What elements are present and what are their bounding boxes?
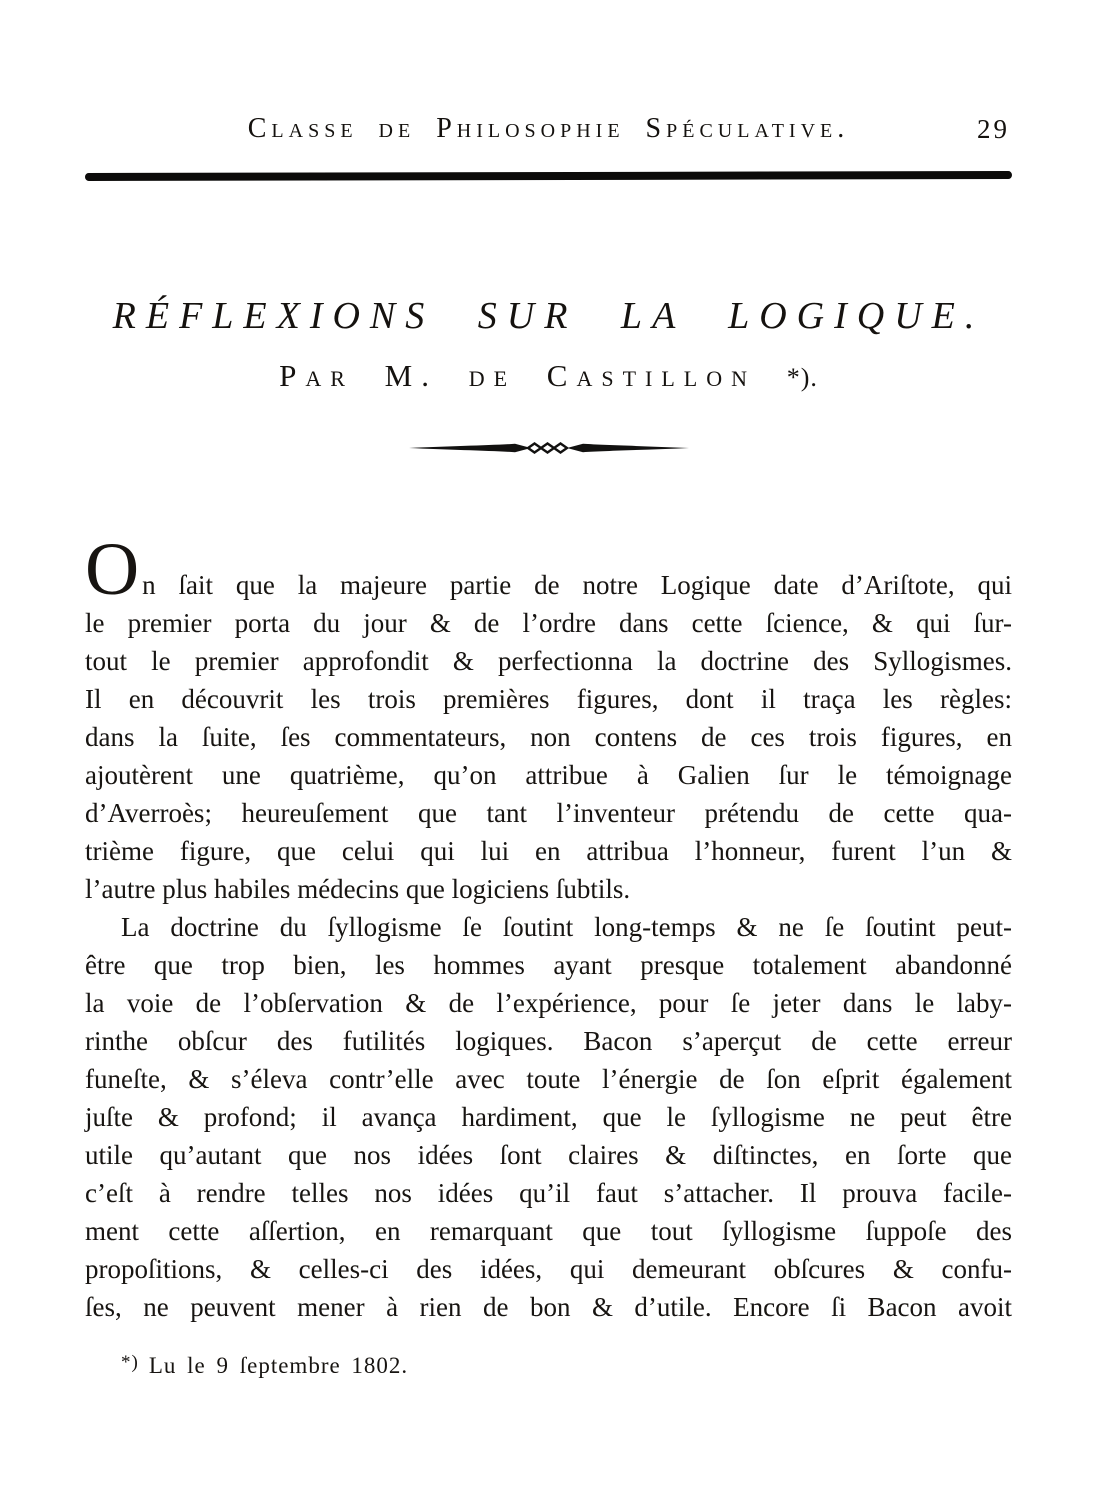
section-divider xyxy=(85,438,1012,458)
footnote-reference-mark: *). xyxy=(786,363,818,392)
article-body xyxy=(85,528,1012,1326)
text-line: c’eſt à rendre telles nos idées qu’il faut s’attacher. Il prouva facile- xyxy=(85,1178,1012,1208)
paragraph xyxy=(85,908,1012,1326)
text-line: utile qu’autant que nos idées ſont claires & diſtinctes, en ſorte que xyxy=(85,1140,1012,1170)
text-line: propoſitions, & celles-ci des idées, qui demeurant obſcures & confu- xyxy=(85,1254,1012,1284)
text-line: d’Averroès; heureuſement que tant l’inventeur prétendu de cette qua- xyxy=(85,798,1012,828)
byline xyxy=(85,356,1012,398)
article-title: RÉFLEXIONS SUR LA LOGIQUE. xyxy=(112,295,985,337)
text-line: la voie de l’obſervation & de l’expérience, pour ſe jeter dans le laby- xyxy=(85,988,1012,1018)
header-rule xyxy=(85,171,1012,181)
running-title: Classe de Philosophie Spéculative. xyxy=(247,113,850,144)
tapered-chain-ornament-icon xyxy=(409,438,689,458)
text-line: être que trop bien, les hommes ayant presque totalement abandonné xyxy=(85,950,1012,980)
text-line: Il en découvrit les trois premières figures, dont il traça les règles: xyxy=(85,684,1012,714)
paragraph xyxy=(85,528,1012,908)
byline-author: Par M. de Castillon xyxy=(279,358,756,393)
page-number: 29 xyxy=(977,114,1010,144)
text-line xyxy=(85,528,1012,611)
text-line: ſes, ne peuvent mener à rien de bon & d’utile. Encore ſi Bacon avoit xyxy=(85,1292,1012,1322)
text-line: le premier porta du jour & de l’ordre dans cette ſcience, & qui ſur- xyxy=(85,608,1012,638)
text-line: ajoutèrent une quatrième, qu’on attribue à Galien ſur le témoignage xyxy=(85,760,1012,790)
footnote xyxy=(85,1348,1012,1381)
text-line: ment cette aſſertion, en remarquant que tout ſyllogisme ſuppoſe des xyxy=(85,1216,1012,1246)
running-header xyxy=(85,112,1012,148)
text-line: rinthe obſcur des futilités logiques. Bacon s’aperçut de cette erreur xyxy=(85,1026,1012,1056)
text-line: funeſte, & s’éleva contr’elle avec toute l’énergie de ſon eſprit également xyxy=(85,1064,1012,1094)
footnote-text: Lu le 9 ſeptembre 1802. xyxy=(148,1353,409,1378)
text-line: dans la ſuite, ſes commentateurs, non contens de ces trois figures, en xyxy=(85,722,1012,752)
initial-capital: O xyxy=(85,528,143,611)
text-line: juſte & profond; il avança hardiment, que le ſyllogisme ne peut être xyxy=(85,1102,1012,1132)
text-line: La doctrine du ſyllogisme ſe ſoutint long-temps & ne ſe ſoutint peut- xyxy=(121,912,1012,942)
text-line: trième figure, que celui qui lui en attribua l’honneur, furent l’un & xyxy=(85,836,1012,866)
footnote-mark: *) xyxy=(121,1352,139,1373)
text-line: tout le premier approfondit & perfectionna la doctrine des Syllogismes. xyxy=(85,646,1012,676)
text-line-content: n ſait que la majeure partie de notre Logique date d’Ariſtote, qui xyxy=(142,570,1012,600)
text-line: l’autre plus habiles médecins que logiciens ſubtils. xyxy=(85,874,631,904)
